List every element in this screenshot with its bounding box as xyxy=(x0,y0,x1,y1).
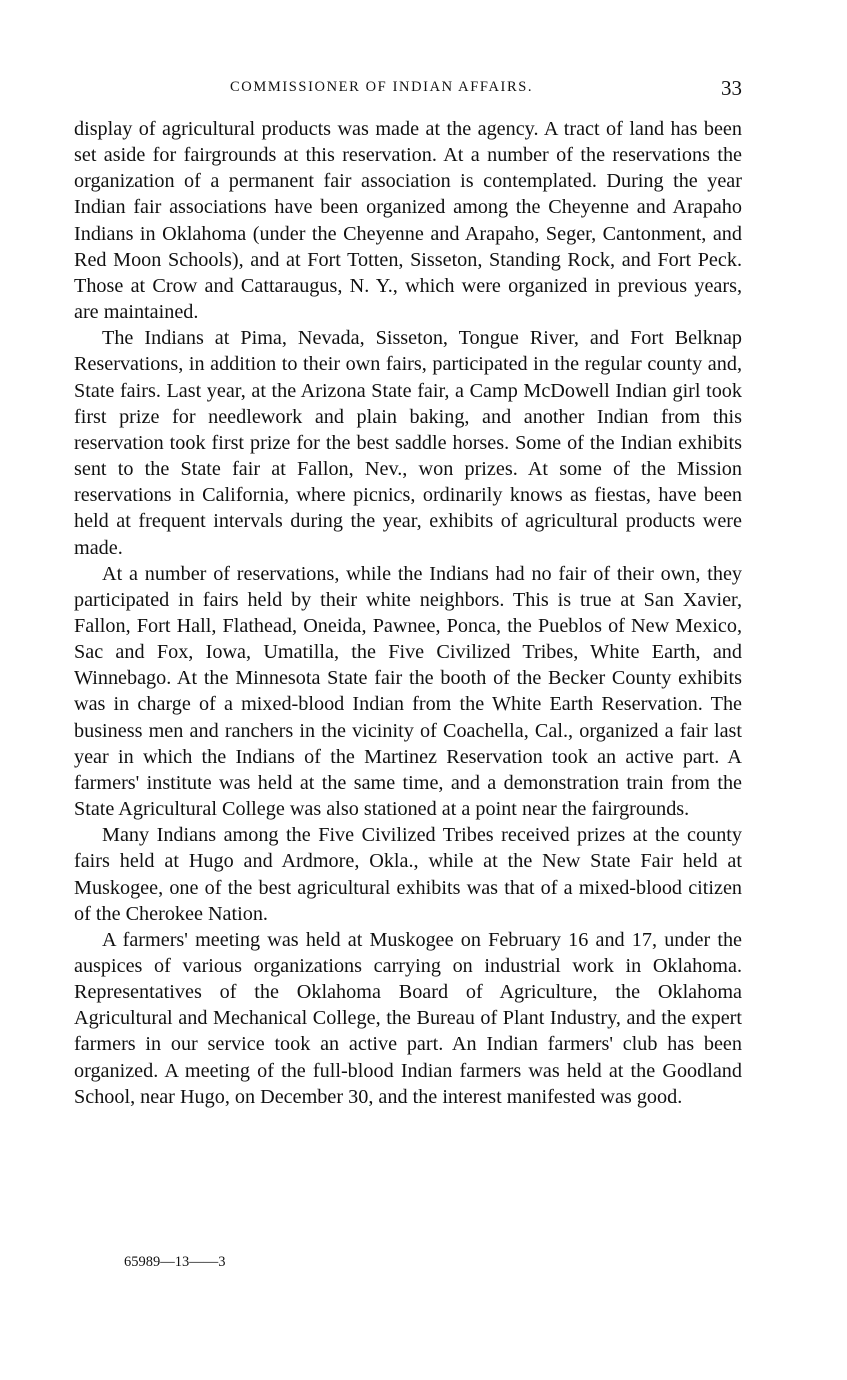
page-number: 33 xyxy=(721,76,742,100)
page-header xyxy=(74,76,742,100)
paragraph-state-fairs: The Indians at Pima, Nevada, Sisseton, Tongue River, and Fort Belknap Reservations, in addition to their own fairs, participated in the regular county and, State fairs. Last year, at the Arizona State fair, a Camp McDowell Indian girl took first prize for needlework and plain baking, and another Indian from this reservation took first prize for the best saddle horses. Some of the Indian exhibits sent to the State fair at Fallon, Nev., won prizes. At some of the Mission reservations in California, where picnics, ordinarily knows as fiestas, have been held at frequent intervals during the year, exhibits of agricultural products were made. xyxy=(74,327,742,559)
paragraph-five-civilized-tribes: Many Indians among the Five Civilized Tribes received prizes at the county fairs held at Hugo and Ardmore, Okla., while at the New State Fair held at Muskogee, one of the best agricultural exhibits was that of a mixed-blood citizen of the Cherokee Nation. xyxy=(74,824,742,925)
running-head: COMMISSIONER OF INDIAN AFFAIRS. xyxy=(230,79,534,95)
paragraph-continued: display of agricultural products was made at the agency. A tract of land has been set aside for fairgrounds at this reservation. At a number of the reservations the organization of a permanent fair association is contemplated. During the year Indian fair associations have been organized among the Cheyenne and Arapaho Indians in Oklahoma (under the Cheyenne and Arapaho, Seger, Cantonment, and Red Moon Schools), and at Fort Totten, Sisseton, Standing Rock, and Fort Peck. Those at Crow and Cattaraugus, N. Y., which were organized in previous years, are maintained. xyxy=(74,118,742,324)
paragraph-farmers-meeting: A farmers' meeting was held at Muskogee on February 16 and 17, under the auspices of various organizations carrying on industrial work in Oklahoma. Representatives of the Oklahoma Board of Agriculture, the Oklahoma Agricultural and Mechanical College, the Bureau of Plant Industry, and the expert farmers in our service took an active part. An Indian farmers' club has been organized. A meeting of the full-blood Indian farmers was held at the Goodland School, near Hugo, on December 30, and the interest manifested was good. xyxy=(74,928,742,1108)
paragraph-white-neighbors-fairs: At a number of reservations, while the Indians had no fair of their own, they participated in fairs held by their white neighbors. This is true at San Xavier, Fallon, Fort Hall, Flathead, Oneida, Pawnee, Ponca, the Pueblos of New Mexico, Sac and Fox, Iowa, Umatilla, the Five Civilized Tribes, White Earth, and Winnebago. At the Minnesota State fair the booth of the Becker County exhibits was in charge of a mixed-blood Indian from the White Earth Reservation. The business men and ranchers in the vicinity of Coachella, Cal., organized a fair last year in which the Indians of the Martinez Reservation took an active part. A farmers' institute was held at the same time, and a demonstration train from the State Agricultural College was also stationed at a point near the fairgrounds. xyxy=(74,562,742,821)
printer-signature-mark: 65989—13——3 xyxy=(124,1254,226,1270)
body-text xyxy=(74,116,742,1110)
